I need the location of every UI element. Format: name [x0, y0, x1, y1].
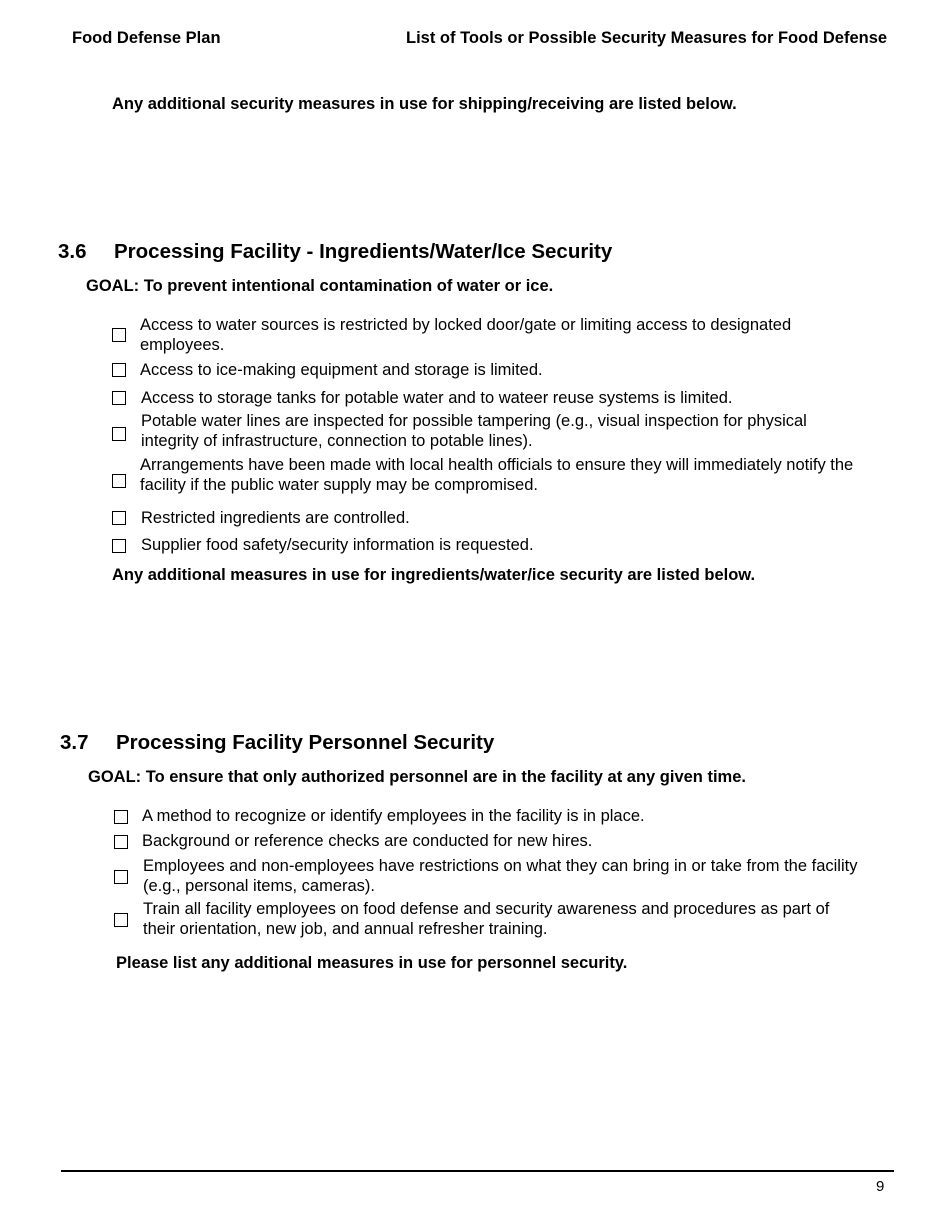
section-3-7-heading	[60, 731, 494, 755]
section-3-6-heading	[58, 240, 612, 264]
item-ice-making: Access to ice-making equipment and storage is limited.	[140, 361, 543, 379]
checkbox-health-officials[interactable]	[112, 474, 126, 488]
item-training: Train all facility employees on food defense and security awareness and procedures as part of their orientation, new job, and annual refresher training.	[143, 900, 830, 938]
checkbox-identify-employees[interactable]	[114, 810, 128, 824]
item-identify-employees: A method to recognize or identify employees in the facility is in place.	[142, 807, 645, 825]
section-3-7-number: 3.7	[60, 731, 89, 754]
section-3-6-additional-note: Any additional measures in use for ingredients/water/ice security are listed below.	[112, 566, 756, 584]
checkbox-water-lines[interactable]	[112, 427, 126, 441]
checkbox-training[interactable]	[114, 913, 128, 927]
item-background-checks: Background or reference checks are conducted for new hires.	[142, 832, 593, 850]
checkbox-water-sources[interactable]	[112, 328, 126, 342]
section-3-7-title: Processing Facility Personnel Security	[116, 731, 495, 754]
item-water-lines: Potable water lines are inspected for possible tampering (e.g., visual inspection for physical integrity of infrastructure, connection to potable lines).	[141, 412, 807, 450]
checkbox-restrictions[interactable]	[114, 870, 128, 884]
item-supplier-info: Supplier food safety/security information is requested.	[141, 536, 534, 554]
checkbox-supplier-info[interactable]	[112, 539, 126, 553]
item-storage-tanks: Access to storage tanks for potable water and to wateer reuse systems is limited.	[141, 389, 733, 407]
item-restrictions: Employees and non-employees have restrictions on what they can bring in or take from the facility (e.g., personal items, cameras).	[143, 857, 858, 895]
shipping-additional-note: Any additional security measures in use for shipping/receiving are listed below.	[112, 95, 737, 113]
checkbox-ice-making[interactable]	[112, 363, 126, 377]
checkbox-storage-tanks[interactable]	[112, 391, 126, 405]
section-3-7-goal: GOAL: To ensure that only authorized personnel are in the facility at any given time.	[88, 768, 746, 786]
header-right-title: List of Tools or Possible Security Measures for Food Defense	[406, 29, 888, 47]
checkbox-background-checks[interactable]	[114, 835, 128, 849]
item-restricted-ingredients: Restricted ingredients are controlled.	[141, 509, 410, 527]
page-number: 9	[876, 1178, 885, 1195]
checkbox-restricted-ingredients[interactable]	[112, 511, 126, 525]
section-3-7-additional-note: Please list any additional measures in use for personnel security.	[116, 954, 628, 972]
section-3-6-title: Processing Facility - Ingredients/Water/Ice Security	[114, 240, 613, 263]
header-left-title: Food Defense Plan	[72, 29, 221, 47]
item-health-officials: Arrangements have been made with local health officials to ensure they will immediately notify the facility if the public water supply may be compromised.	[140, 456, 854, 494]
section-3-6-goal: GOAL: To prevent intentional contamination of water or ice.	[86, 277, 554, 295]
footer-divider	[61, 1170, 894, 1172]
item-water-sources: Access to water sources is restricted by locked door/gate or limiting access to designated employees.	[140, 316, 792, 354]
section-3-6-number: 3.6	[58, 240, 87, 263]
